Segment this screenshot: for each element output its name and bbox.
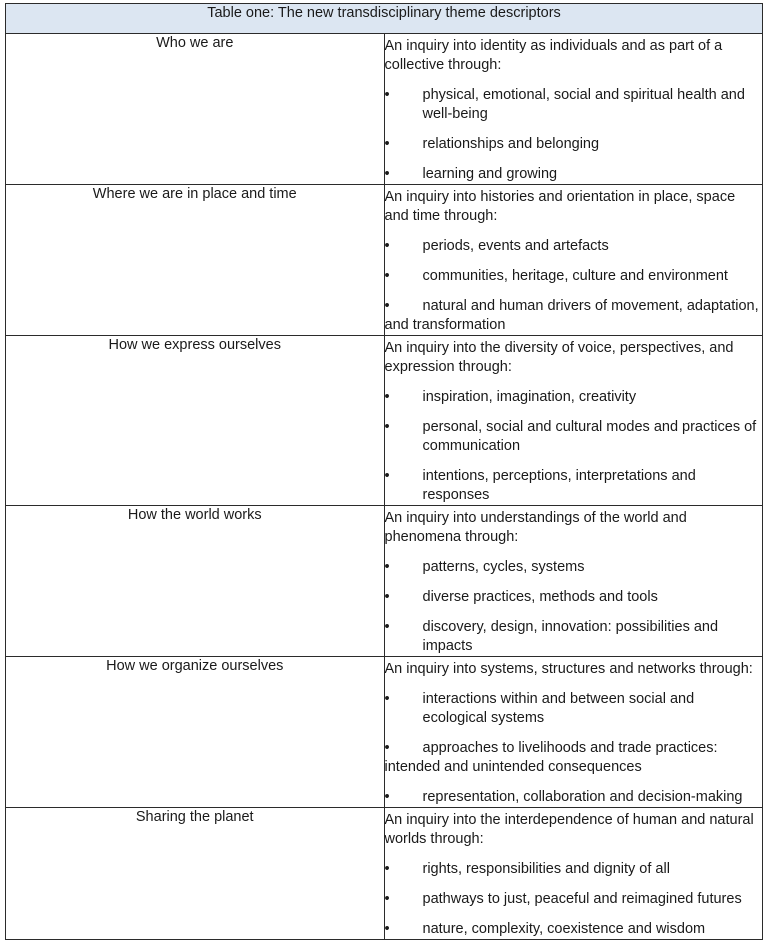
bullet-icon: • [384,298,390,314]
table-body [6,34,763,940]
list-item [385,739,763,777]
theme-description-cell [384,657,763,808]
theme-name-cell: Where we are in place and time [6,185,385,336]
bullet-icon: • [384,238,390,254]
list-item [385,588,763,607]
table-row [6,185,763,336]
bullet-text: communities, heritage, culture and environment [422,268,728,284]
bullet-text: interactions within and between social and ecological systems [422,691,695,726]
theme-name-cell: Sharing the planet [6,808,385,940]
bullet-icon: • [384,921,390,937]
theme-description-cell [384,506,763,657]
list-item [385,890,763,909]
table-row [6,506,763,657]
list-item [385,558,763,577]
bullet-text: physical, emotional, social and spiritual health and well-being [422,87,745,122]
table-row [6,657,763,808]
bullet-text: learning and growing [422,166,558,182]
theme-intro: An inquiry into systems, structures and networks through: [384,661,753,677]
theme-description-cell [384,336,763,506]
theme-name-cell: How we express ourselves [6,336,385,506]
table-row [6,336,763,506]
bullet-icon: • [384,740,390,756]
bullet-icon: • [384,268,390,284]
list-item [385,237,763,256]
bullet-text: discovery, design, innovation: possibilities and impacts [422,619,719,654]
bullet-icon: • [384,136,390,152]
bullet-text: intentions, perceptions, interpretations and responses [422,468,696,503]
list-item [385,388,763,407]
bullet-icon: • [384,468,390,484]
bullet-text: representation, collaboration and decision-making [422,789,743,805]
bullet-icon: • [384,789,390,805]
list-item [385,618,763,656]
bullet-icon: • [384,861,390,877]
bullet-text: pathways to just, peaceful and reimagined futures [422,891,742,907]
bullet-icon: • [384,691,390,707]
bullet-text: rights, responsibilities and dignity of all [422,861,670,877]
bullet-icon: • [384,166,390,182]
list-item [385,467,763,505]
bullet-icon: • [384,87,390,103]
theme-name-cell: How the world works [6,506,385,657]
theme-name-cell: Who we are [6,34,385,185]
bullet-text: diverse practices, methods and tools [422,589,658,605]
theme-intro: An inquiry into histories and orientation in place, space and time through: [384,189,736,224]
bullet-icon: • [384,891,390,907]
bullet-text: nature, complexity, coexistence and wisdom [422,921,706,937]
bullet-text: natural and human drivers of movement, adaptation, and transformation [384,298,759,333]
list-item [385,297,763,335]
theme-intro: An inquiry into identity as individuals and as part of a collective through: [384,38,723,73]
list-item [385,920,763,939]
theme-description-cell [384,185,763,336]
list-item [385,418,763,456]
bullet-icon: • [384,589,390,605]
theme-description-cell [384,808,763,940]
table-caption-row [6,4,763,34]
bullet-text: relationships and belonging [422,136,600,152]
list-item [385,86,763,124]
list-item [385,860,763,879]
list-item [385,165,763,184]
bullet-text: patterns, cycles, systems [422,559,585,575]
list-item [385,267,763,286]
bullet-icon: • [384,419,390,435]
list-item [385,788,763,807]
theme-description-cell [384,34,763,185]
bullet-icon: • [384,559,390,575]
bullet-text: inspiration, imagination, creativity [422,389,637,405]
list-item [385,135,763,154]
bullet-icon: • [384,619,390,635]
table-row [6,34,763,185]
list-item [385,690,763,728]
bullet-text: approaches to livelihoods and trade practices: intended and unintended consequences [384,740,718,775]
theme-name-cell: How we organize ourselves [6,657,385,808]
theme-intro: An inquiry into the interdependence of human and natural worlds through: [384,812,754,847]
theme-intro: An inquiry into the diversity of voice, perspectives, and expression through: [384,340,734,375]
theme-descriptors-table [5,3,763,940]
bullet-text: periods, events and artefacts [422,238,609,254]
theme-intro: An inquiry into understandings of the world and phenomena through: [384,510,687,545]
bullet-icon: • [384,389,390,405]
table-row [6,808,763,940]
table-caption: Table one: The new transdisciplinary theme descriptors [6,4,763,34]
bullet-text: personal, social and cultural modes and practices of communication [422,419,757,454]
